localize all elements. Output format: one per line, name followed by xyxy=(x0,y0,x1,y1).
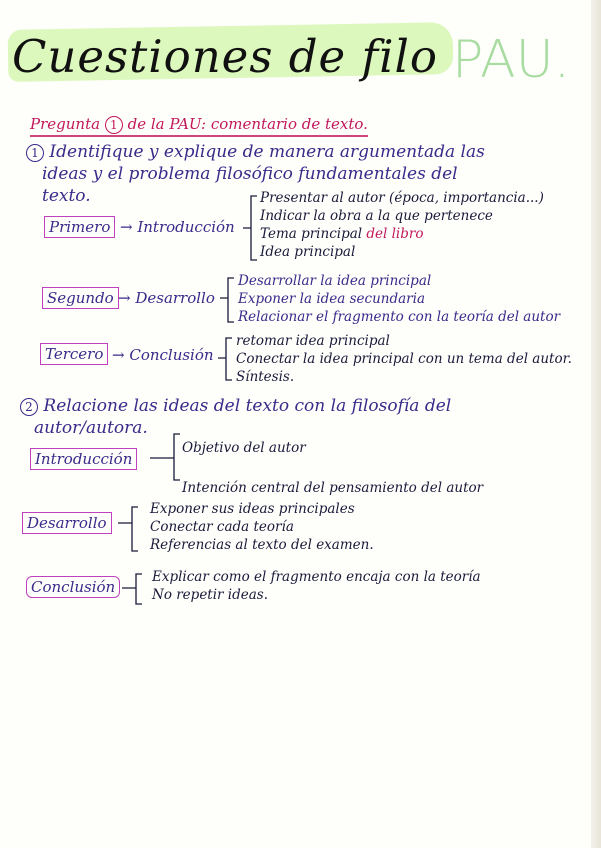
list-item: Relacionar el fragmento con la teoría del autor xyxy=(238,309,561,325)
accent-text: del libro xyxy=(366,226,424,242)
list-item: Indicar la obra a la que pertenece xyxy=(260,208,493,224)
q2-line: Relacione las ideas del texto con la filosofía del xyxy=(43,396,452,416)
list-item: Exponer la idea secundaria xyxy=(238,291,425,307)
conclusion-items xyxy=(152,568,481,604)
label-introduccion: Introducción xyxy=(30,448,137,470)
q1-number: 1 xyxy=(26,144,44,162)
q1-line: Identifique y explique de manera argumentada las xyxy=(49,142,485,162)
desarrollo-items xyxy=(150,500,374,554)
arrow-desarrollo: → Desarrollo xyxy=(118,289,215,307)
label-tercero: Tercero xyxy=(40,343,108,365)
list-item: Síntesis. xyxy=(236,369,295,385)
list-item: Idea principal xyxy=(260,244,356,260)
arrow-introduccion: → Introducción xyxy=(120,218,235,236)
list-item: Referencias al texto del examen. xyxy=(150,537,374,553)
label-primero: Primero xyxy=(44,216,115,238)
question-heading xyxy=(30,115,368,137)
label-segundo: Segundo xyxy=(42,287,119,309)
arrow-conclusion: → Conclusión xyxy=(112,346,214,364)
brace xyxy=(150,432,186,484)
q1-line: ideas y el problema filosófico fundamentales del xyxy=(42,164,458,184)
heading-rest: de la PAU: comentario de texto. xyxy=(127,115,368,133)
brace xyxy=(118,505,142,555)
page-edge xyxy=(591,0,601,848)
tercero-items xyxy=(236,332,572,386)
label-desarrollo: Desarrollo xyxy=(22,512,112,534)
list-item: Objetivo del autor xyxy=(182,440,306,456)
segundo-items xyxy=(238,272,560,326)
list-item: Conectar cada teoría xyxy=(150,519,294,535)
list-item: No repetir ideas. xyxy=(152,587,269,603)
list-item: Presentar al autor (época, importancia...) xyxy=(260,190,544,206)
label-conclusion: Conclusión xyxy=(26,576,120,598)
introduccion-items xyxy=(182,428,483,508)
heading-number: 1 xyxy=(105,116,123,134)
heading-word: Pregunta xyxy=(30,115,101,133)
list-item: Desarrollar la idea principal xyxy=(238,273,432,289)
brace xyxy=(122,572,146,608)
heading-underline xyxy=(30,135,368,137)
q1-line: texto. xyxy=(42,186,91,206)
q2-number: 2 xyxy=(20,398,38,416)
brace xyxy=(220,276,240,326)
list-item: Tema principal del libro xyxy=(260,226,424,242)
page-title: Cuestiones de filo xyxy=(12,30,438,83)
q2-line: autor/autora. xyxy=(34,418,148,438)
list-item: Conectar la idea principal con un tema del autor. xyxy=(236,351,572,367)
list-item: Exponer sus ideas principales xyxy=(150,501,355,517)
list-item: Explicar como el fragmento encaja con la teoría xyxy=(152,569,481,585)
list-item: retomar idea principal xyxy=(236,333,390,349)
brace xyxy=(218,336,238,384)
list-item: Intención central del pensamiento del autor xyxy=(182,480,484,496)
title-pau: PAU. xyxy=(452,30,571,90)
primero-items xyxy=(260,189,544,261)
